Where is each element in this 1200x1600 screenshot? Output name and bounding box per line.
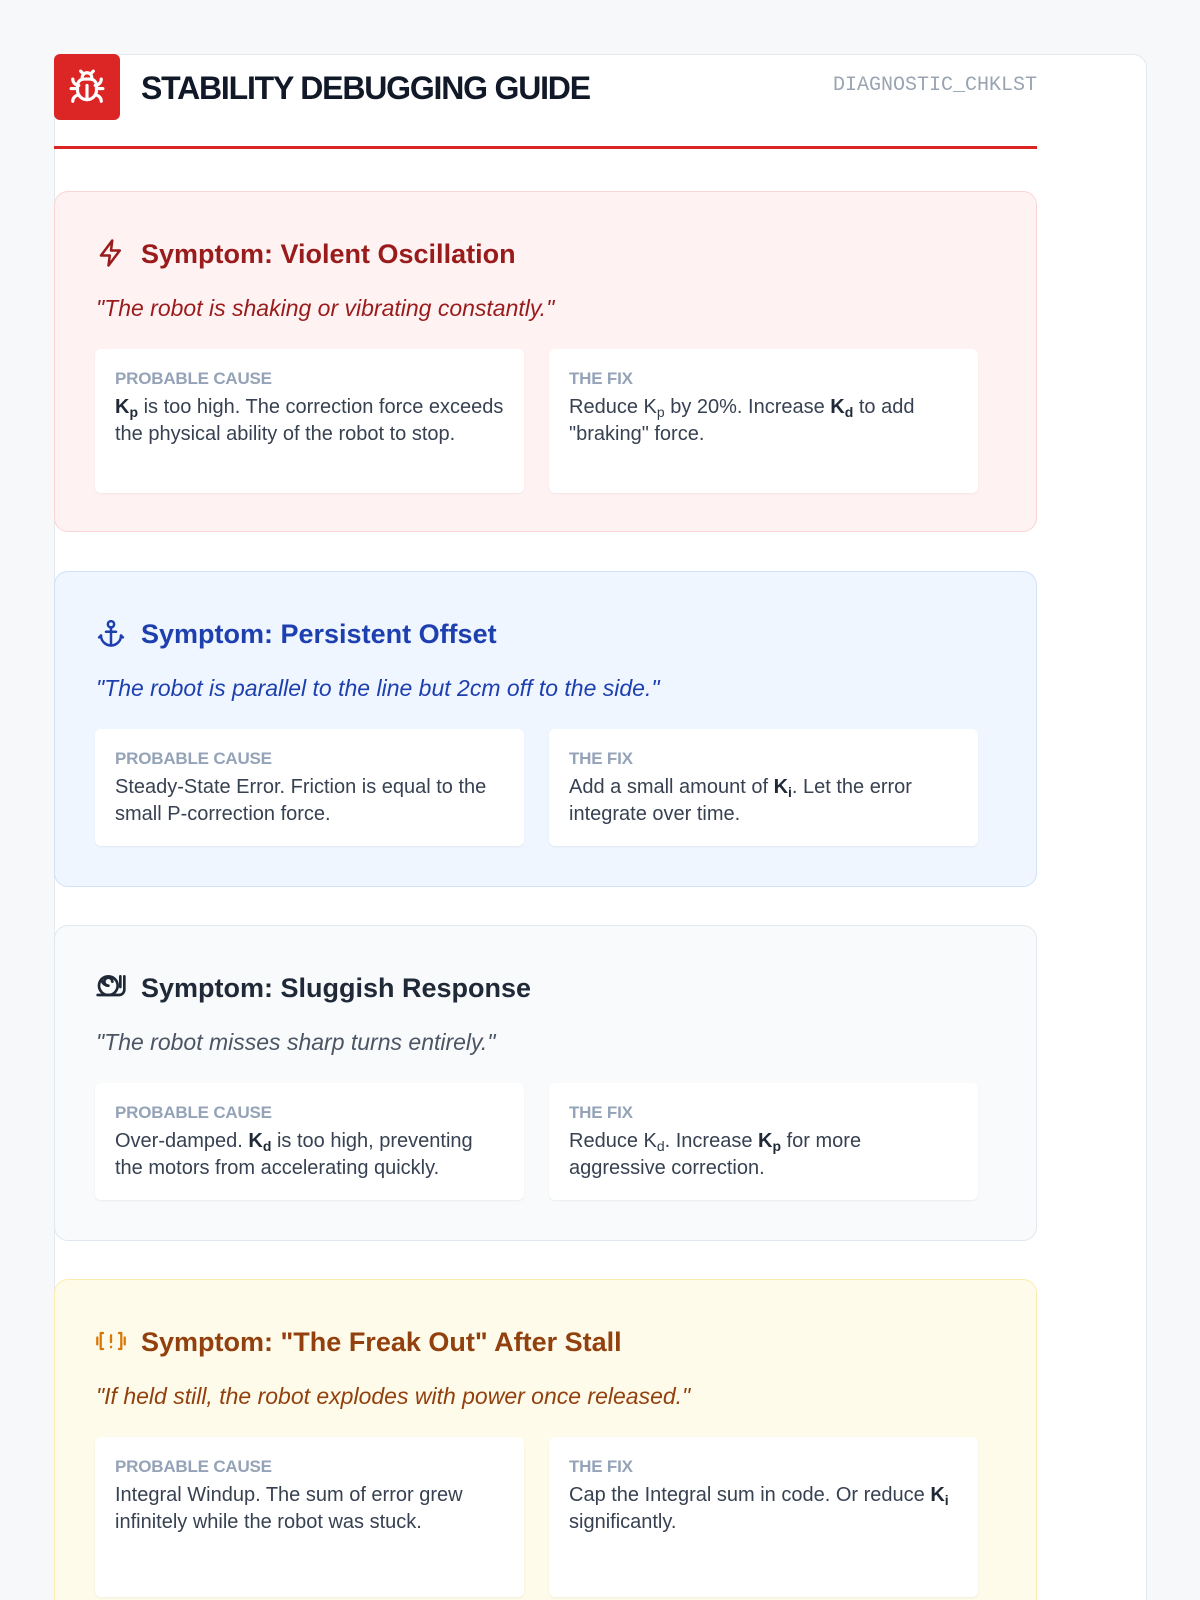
symptom-card-oscillation — [54, 191, 1037, 532]
symptom-title: Symptom: Violent Oscillation — [141, 239, 516, 269]
probable-cause-label: PROBABLE CAUSE — [115, 1103, 272, 1122]
lightning-icon — [94, 236, 128, 270]
anchor-icon — [94, 616, 128, 650]
fix-text: Reduce $K_p$ by 20%. Increase $K_d$ to add "braking" force. — [569, 396, 915, 445]
symptom-quote: "The robot is parallel to the line but 2cm off to the side." — [96, 675, 660, 701]
page-title: STABILITY DEBUGGING GUIDE — [141, 70, 590, 106]
probable-cause-box — [95, 349, 524, 493]
symptom-quote: "The robot misses sharp turns entirely." — [96, 1029, 496, 1055]
symptom-title: Symptom: "The Freak Out" After Stall — [141, 1327, 622, 1357]
snail-icon — [94, 970, 128, 1004]
fix-label: THE FIX — [569, 1103, 633, 1122]
probable-cause-label: PROBABLE CAUSE — [115, 1457, 272, 1476]
probable-cause-box — [95, 1083, 524, 1200]
probable-cause-label: PROBABLE CAUSE — [115, 749, 272, 768]
fix-box — [549, 1083, 978, 1200]
fix-text: Reduce $K_d$. Increase $K_p$ for more aggressive correction. — [569, 1130, 862, 1179]
fix-box — [549, 1437, 978, 1597]
fix-text: Cap the Integral sum in code. Or reduce $K_i$ significantly. — [569, 1484, 949, 1533]
symptom-title: Symptom: Sluggish Response — [141, 973, 532, 1003]
probable-cause-box — [95, 729, 524, 846]
probable-cause-text: Over-damped. $K_d$ is too high, preventing the motors from accelerating quickly. — [115, 1130, 473, 1179]
fix-box — [549, 729, 978, 846]
symptom-quote: "If held still, the robot explodes with power once released." — [96, 1383, 691, 1409]
probable-cause-text: Integral Windup. The sum of error grew infinitely while the robot was stuck. — [115, 1484, 463, 1533]
checklist-code: DIAGNOSTIC_CHKLST — [832, 74, 1037, 97]
probable-cause-box — [95, 1437, 524, 1597]
bug-icon — [54, 54, 120, 120]
probable-cause-label: PROBABLE CAUSE — [115, 369, 272, 388]
fix-box — [549, 349, 978, 493]
fix-label: THE FIX — [569, 369, 633, 388]
fix-label: THE FIX — [569, 749, 633, 768]
fix-label: THE FIX — [569, 1457, 633, 1476]
symptom-quote: "The robot is shaking or vibrating constantly." — [96, 295, 555, 321]
symptom-card-sluggish — [54, 925, 1037, 1241]
guide-header — [54, 54, 1037, 120]
symptom-card-freak-out — [54, 1279, 1037, 1600]
symptom-card-offset — [54, 571, 1037, 887]
fix-text: Add a small amount of $K_i$. Let the error integrate over time. — [569, 776, 912, 825]
header-divider — [54, 146, 1037, 149]
probable-cause-text: $K_p$ is too high. The correction force exceeds the physical ability of the robot to stop. — [115, 396, 504, 445]
symptom-title: Symptom: Persistent Offset — [141, 619, 497, 649]
vibrate-warning-icon — [94, 1324, 128, 1358]
probable-cause-text: Steady-State Error. Friction is equal to the small P-correction force. — [115, 776, 487, 825]
